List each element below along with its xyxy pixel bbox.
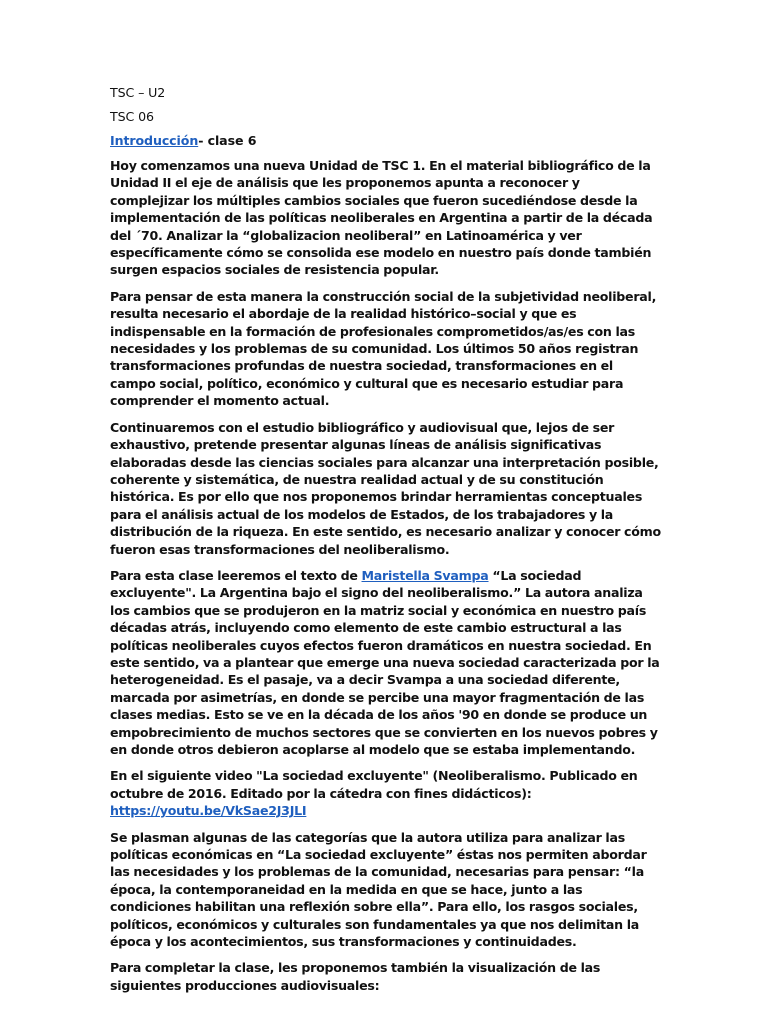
paragraph-4-intro: Para esta clase leeremos el texto de xyxy=(110,567,362,583)
video-link[interactable]: https://youtu.be/VkSae2J3JLI xyxy=(110,803,307,819)
paragraph-4-body: “La sociedad excluyente". La Argentina bajo el signo del neoliberalismo.” La autora analiza los cambios que se produjeron en la matriz social y económica en nuestro país décadas atrás, incluyendo como elemento de este cambio estructural a las políticas neoliberales cuyos efectos fueron dramáticos en nuestra sociedad. En este sentido, va a plantear que emerge una nueva sociedad caracterizada por la heterogeneidad. Es el pasaje, va a decir Svampa a una sociedad diferente, marcada por asimetrías, en donde se percibe una mayor fragmentación de las clases medias. Esto se ve en la década de los años '90 en donde se produce un empobrecimiento de muchos sectores que se convierten en los nuevos pobres y en donde otros debieron acoplarse al modelo que se estaba implementando. xyxy=(110,567,660,757)
paragraph-6: Se plasman algunas de las categorías que la autora utiliza para analizar las políticas económicas en “La sociedad excluyente” éstas nos permiten abordar las necesidades y los problemas de la comunidad, necesarias para pensar: “la época, la contemporaneidad en la medida en que se hace, junto a las condiciones habilitan una reflexión sobre ella”. Para ello, los rasgos sociales, políticos, económicos y culturales son fundamentales ya que nos delimitan la época y los acontecimientos, sus transformaciones y continuidades. xyxy=(110,829,647,950)
author-link[interactable]: Maristella Svampa xyxy=(361,567,489,583)
intro-link[interactable]: Introducción xyxy=(110,133,199,148)
paragraph-3: Continuaremos con el estudio bibliográfico y audiovisual que, lejos de ser exhaustivo, pretende presentar algunas líneas de análisis significativas elaboradas desde las ciencias sociales para alcanzar una interpretación posible, coherente y sistemática, de nuestra realidad actual y de su constitución histórica. Es por ello que nos proponemos brindar herramientas conceptuales para el análisis actual de los modelos de Estados, de los trabajadores y la distribución de la riqueza. En este sentido, es necesario analizar y conocer cómo fueron esas transformaciones del neoliberalismo. xyxy=(110,419,661,557)
paragraph-4 xyxy=(110,567,662,758)
paragraph-5-text: En el siguiente video "La sociedad excluyente" (Neoliberalismo. Publicado en octubre de 2016. Editado por la cátedra con fines didácticos): xyxy=(110,768,638,801)
intro-heading xyxy=(110,132,662,150)
paragraph-1: Hoy comenzamos una nueva Unidad de TSC 1. En el material bibliográfico de la Unidad II el eje de análisis que les proponemos apunta a reconocer y complejizar los múltiples cambios sociales que fueron sucediéndose desde la implementación de las políticas neoliberales en Argentina a partir de la década del ´70. Analizar la “globalizacion neoliberal” en Latinoamérica y ver específicamente cómo se consolida ese modelo en nuestro país donde también surgen espacios sociales de resistencia popular. xyxy=(110,158,653,278)
intro-heading-suffix: - clase 6 xyxy=(198,133,257,148)
document-page xyxy=(110,84,662,1003)
course-code-label: TSC 06 xyxy=(110,109,154,124)
paragraph-2: Para pensar de esta manera la construcción social de la subjetividad neoliberal, resulta necesario el abordaje de la realidad histórico–social y que es indispensable en la formación de profesionales comprometidos/as/es con las necesidades y los problemas de su comunidad. Los últimos 50 años registran transformaciones profundas de nuestra sociedad, transformaciones en el campo social, político, económico y cultural que es necesario estudiar para comprender el momento actual. xyxy=(110,288,657,409)
paragraph-5 xyxy=(110,767,662,819)
paragraph-7: Para completar la clase, les proponemos también la visualización de las siguientes producciones audiovisuales: xyxy=(110,960,601,993)
course-unit-label: TSC – U2 xyxy=(110,85,166,100)
